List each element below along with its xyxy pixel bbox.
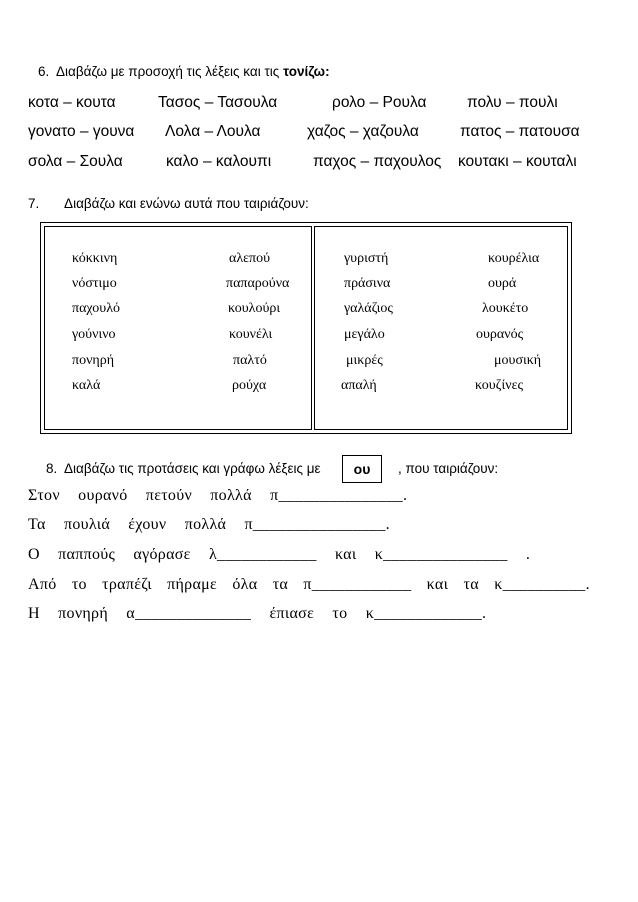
ex7-heading (28, 196, 309, 211)
ex6-word-pair: κοτα – κουτα (28, 94, 116, 111)
table-cell: νόστιμο (72, 276, 117, 291)
table-cell: καλά (72, 378, 101, 393)
ex6-word-pair: πολυ – πουλι (467, 94, 558, 111)
table-cell: γυριστή (344, 251, 389, 266)
table-cell: κουνέλι (229, 327, 273, 342)
table-cell: ουρανός (476, 327, 524, 342)
ex6-instruction: Διαβάζω με προσοχή τις λέξεις και τις (56, 64, 280, 79)
ex6-instruction-bold: τονίζω: (283, 64, 330, 79)
ex6-word-pair: ρολο – Ρουλα (332, 94, 427, 111)
table-cell: απαλή (341, 378, 377, 393)
sentence: Ο παππούς αγόρασε λ____________ και κ_______________ . (28, 546, 531, 563)
table-cell: γαλάζιος (344, 301, 393, 316)
sentence: Από το τραπέζι πήραμε όλα τα π____________ και τα κ__________. (28, 576, 590, 593)
highlight-box: ου (342, 455, 382, 483)
ex6-word-pair: χαζος – χαζουλα (307, 123, 419, 140)
ex6-word-pair: κουτακι – κουταλι (458, 153, 577, 170)
table-cell: μεγάλο (344, 327, 385, 342)
ex7-number: 7. (28, 196, 40, 211)
ex6-word-pair: καλο – καλουπι (166, 153, 272, 170)
table-cell: αλεπού (229, 251, 271, 266)
table-cell: λουκέτο (482, 301, 529, 316)
ex6-word-pair: Τασος – Τασουλα (158, 94, 278, 111)
table-cell: παπαρούνα (226, 276, 290, 291)
sentence: Στον ουρανό πετούν πολλά π_______________. (28, 487, 408, 504)
ex8-number: 8. (46, 461, 58, 476)
ex6-word-pair: γονατο – γουνα (28, 123, 135, 140)
ex8-instruction: Διαβάζω τις προτάσεις και γράφω λέξεις με (64, 461, 321, 476)
ex6-heading (38, 64, 330, 79)
table-cell: πράσινα (344, 276, 391, 291)
table-cell: ρούχα (232, 378, 267, 393)
ex8-heading (46, 461, 321, 476)
table-cell: παλτό (233, 353, 267, 368)
table-cell: γούνινο (72, 327, 116, 342)
ex7-instruction: Διαβάζω και ενώνω αυτά που ταιριάζουν: (64, 196, 309, 211)
ex6-word-pair: πατος – πατουσα (460, 123, 580, 140)
sentence: Τα πουλιά έχουν πολλά π________________. (28, 516, 390, 533)
sentence: Η πονηρή α______________ έπιασε το κ_____________. (28, 605, 487, 622)
ex8-instruction-end: , που ταιριάζουν: (398, 461, 499, 476)
table-cell: μικρές (346, 353, 383, 368)
ex6-word-pair: Λολα – Λουλα (165, 123, 261, 140)
table-cell: κουζίνες (475, 378, 523, 393)
ex6-number: 6. (38, 64, 50, 79)
table-cell: παχουλό (72, 301, 121, 316)
table-cell: πονηρή (72, 353, 115, 368)
table-cell: κουλούρι (228, 301, 281, 316)
ex6-word-pair: παχος – παχουλος (313, 153, 442, 170)
table-cell: κόκκινη (72, 251, 118, 266)
table-cell: ουρά (488, 276, 517, 291)
table-cell: κουρέλια (488, 251, 540, 266)
table-cell: μουσική (494, 353, 542, 368)
ex6-word-pair: σολα – Σουλα (28, 153, 123, 170)
